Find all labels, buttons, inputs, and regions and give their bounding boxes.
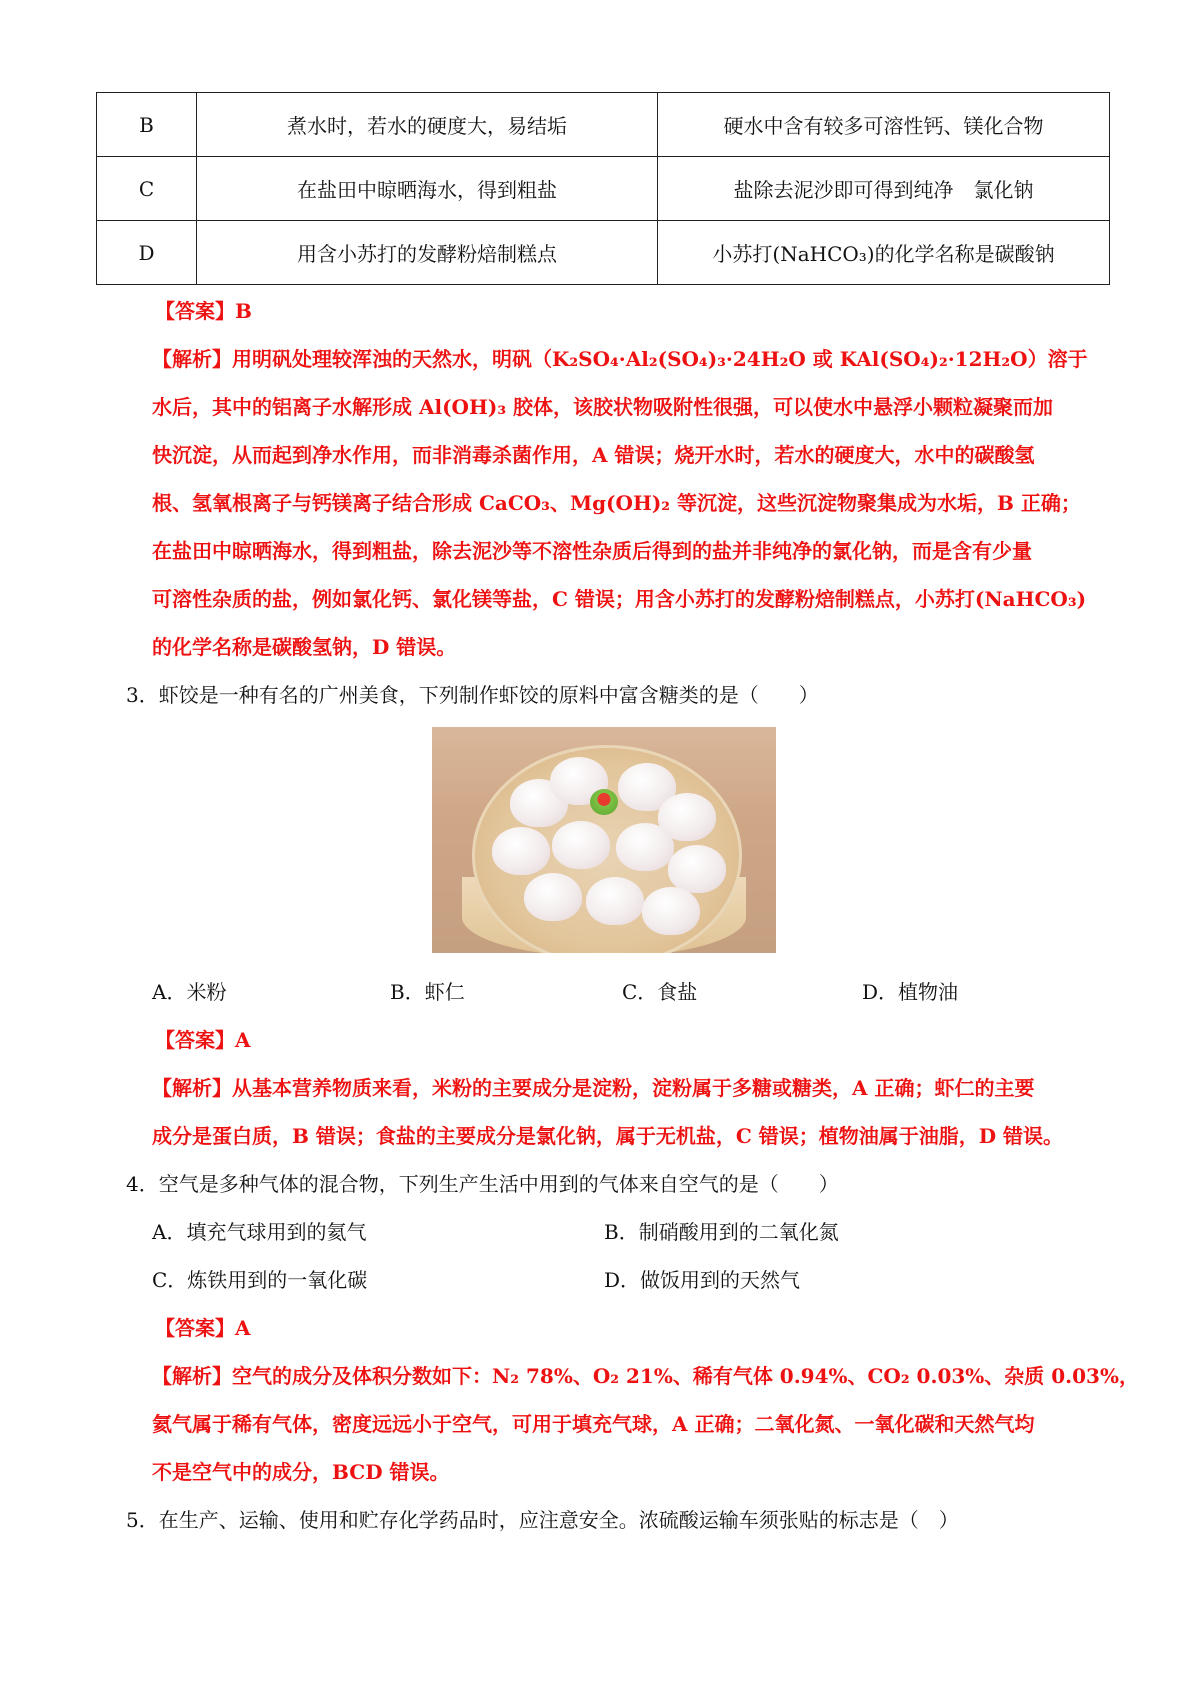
table-row: [97, 93, 1110, 157]
q2-explanation-line: 在盐田中晾晒海水，得到粗盐，除去泥沙等不溶性杂质后得到的盐并非纯净的氯化钠，而是含有少量: [152, 539, 1032, 563]
row-practice: 煮水时，若水的硬度大，易结垢: [197, 93, 658, 157]
garnish: [590, 789, 618, 815]
dumpling: [616, 823, 674, 871]
q4-explanation-line: 不是空气中的成分，BCD 错误。: [152, 1460, 450, 1484]
dumpling: [552, 821, 610, 869]
q2-explanation-line: 【解析】用明矾处理较浑浊的天然水，明矾（K₂SO₄·Al₂(SO₄)₃·24H₂O 或 KAl(SO₄)₂·12H₂O）溶于: [152, 347, 1088, 371]
row-knowledge: 硬水中含有较多可溶性钙、镁化合物: [658, 93, 1110, 157]
q2-explanation-line: 可溶性杂质的盐，例如氯化钙、氯化镁等盐，C 错误；用含小苏打的发酵粉焙制糕点，小苏打(NaHCO₃): [152, 587, 1087, 611]
q2-explanation-line: 水后，其中的铝离子水解形成 Al(OH)₃ 胶体，该胶状物吸附性很强，可以使水中悬浮小颗粒凝聚而加: [152, 395, 1054, 419]
q2-explanation-line: 快沉淀，从而起到净水作用，而非消毒杀菌作用，A 错误；烧开水时，若水的硬度大，水中的碳酸氢: [152, 443, 1035, 467]
dumpling: [668, 845, 726, 893]
q3-option-d: D．植物油: [862, 980, 959, 1004]
dumpling: [524, 873, 582, 921]
table-row: [97, 157, 1110, 221]
shrimp-dumpling-photo: [432, 727, 776, 953]
q4-explanation-line: 【解析】空气的成分及体积分数如下：N₂ 78%、O₂ 21%、稀有气体 0.94%、CO₂ 0.03%、杂质 0.03%，: [152, 1364, 1139, 1388]
q3-answer: 【答案】A: [155, 1028, 251, 1052]
q4-answer: 【答案】A: [155, 1316, 251, 1340]
q4-option-b: B．制硝酸用到的二氧化氮: [604, 1220, 839, 1244]
row-knowledge: 小苏打(NaHCO₃)的化学名称是碳酸钠: [658, 221, 1110, 285]
q4-explanation-line: 氦气属于稀有气体，密度远远小于空气，可用于填充气球，A 正确；二氧化氮、一氧化碳和天然气均: [152, 1412, 1035, 1436]
q5-question: 5．在生产、运输、使用和贮存化学药品时，应注意安全。浓硫酸运输车须张贴的标志是（ ）: [126, 1508, 959, 1532]
row-practice: 在盐田中晾晒海水，得到粗盐: [197, 157, 658, 221]
row-label: B: [97, 93, 197, 157]
q4-option-a: A．填充气球用到的氦气: [152, 1220, 367, 1244]
dumpling: [492, 827, 550, 875]
q3-explanation-line: 成分是蛋白质，B 错误；食盐的主要成分是氯化钠，属于无机盐，C 错误；植物油属于油脂，D 错误。: [152, 1124, 1064, 1148]
q3-option-b: B．虾仁: [390, 980, 465, 1004]
row-label: C: [97, 157, 197, 221]
q3-option-a: A．米粉: [152, 980, 227, 1004]
row-label: D: [97, 221, 197, 285]
row-practice: 用含小苏打的发酵粉焙制糕点: [197, 221, 658, 285]
options-table: [96, 92, 1110, 285]
dumpling: [586, 877, 644, 925]
q2-answer: 【答案】B: [155, 299, 252, 323]
q3-option-c: C．食盐: [622, 980, 698, 1004]
q2-explanation-line: 的化学名称是碳酸氢钠，D 错误。: [152, 635, 457, 659]
q4-question: 4．空气是多种气体的混合物，下列生产生活中用到的气体来自空气的是（ ）: [126, 1172, 839, 1196]
q2-explanation-line: 根、氢氧根离子与钙镁离子结合形成 CaCO₃、Mg(OH)₂ 等沉淀，这些沉淀物聚集成为水垢，B 正确；: [152, 491, 1081, 515]
q3-question: 3．虾饺是一种有名的广州美食，下列制作虾饺的原料中富含糖类的是（ ）: [126, 683, 819, 707]
q4-option-d: D．做饭用到的天然气: [604, 1268, 801, 1292]
row-knowledge: 盐除去泥沙即可得到纯净 氯化钠: [658, 157, 1110, 221]
dumpling: [642, 887, 700, 935]
q4-option-c: C．炼铁用到的一氧化碳: [152, 1268, 368, 1292]
table-row: [97, 221, 1110, 285]
q3-explanation-line: 【解析】从基本营养物质来看，米粉的主要成分是淀粉，淀粉属于多糖或糖类，A 正确；虾仁的主要: [152, 1076, 1035, 1100]
